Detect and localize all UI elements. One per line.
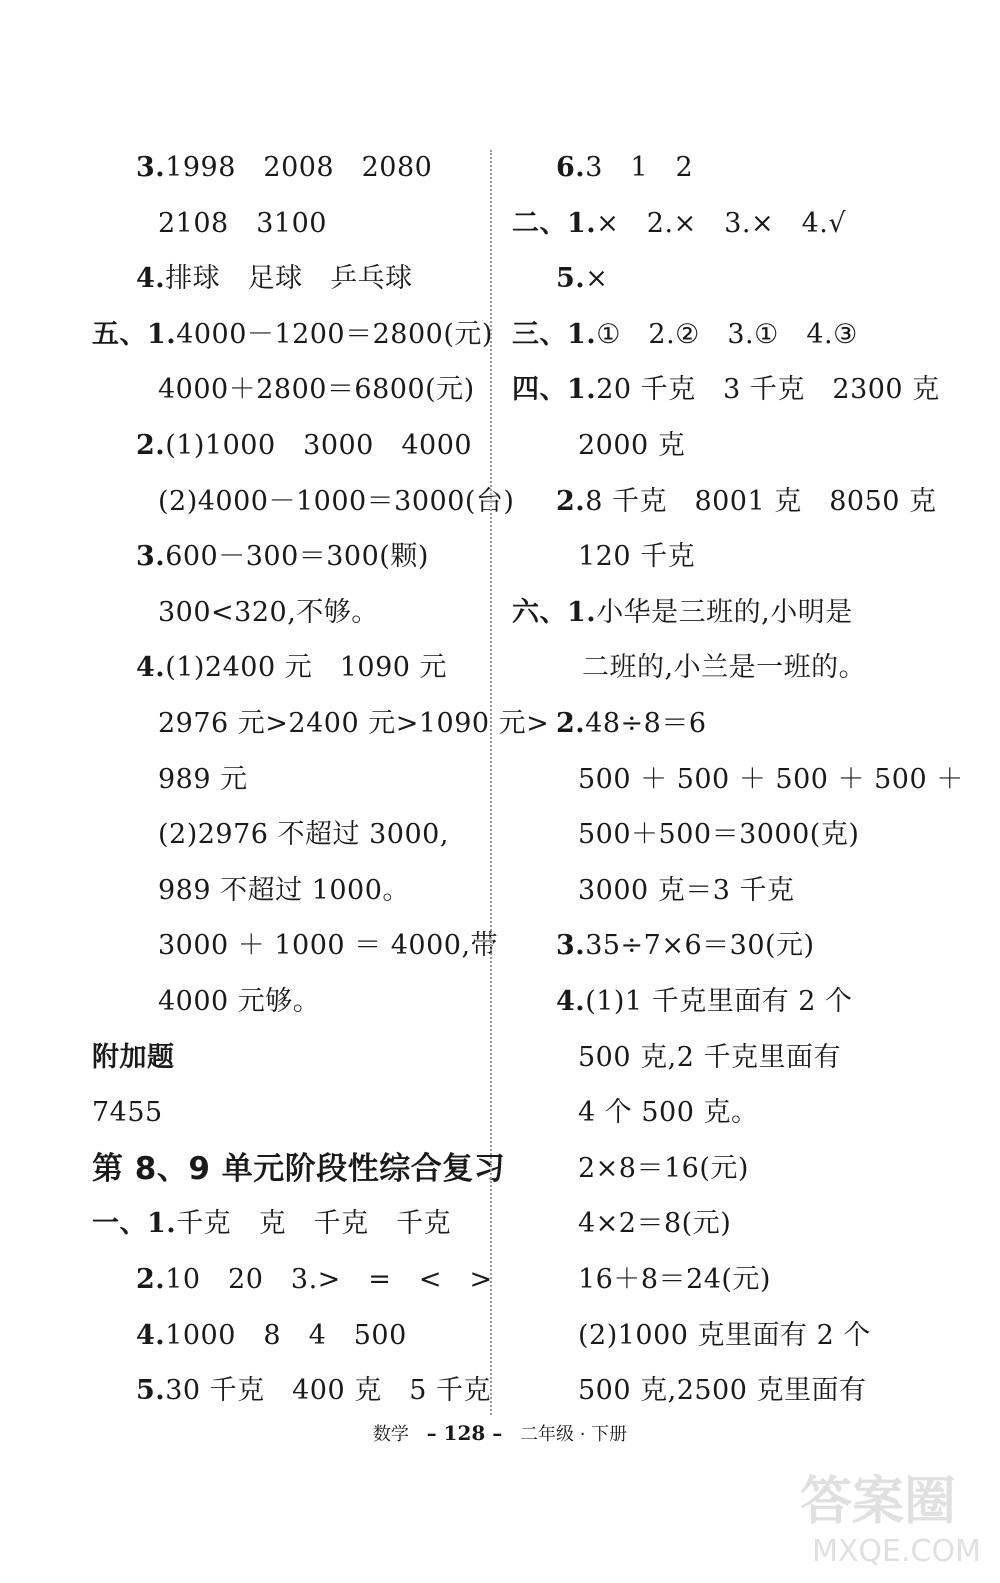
right-line-7 xyxy=(556,474,937,530)
question-number: 3. xyxy=(136,152,166,183)
question-number: 4. xyxy=(136,652,166,684)
answer-text: 10 20 3.> = < > xyxy=(165,1264,493,1295)
answer-text: 35÷7×6＝30(元) xyxy=(585,930,815,962)
question-number: 4. xyxy=(136,1319,166,1351)
question-number: 4. xyxy=(136,263,166,295)
right-line-13: 500＋500＝3000(克) xyxy=(578,819,860,851)
question-number: 六、1. xyxy=(512,596,597,628)
right-line-15 xyxy=(556,918,815,974)
right-line-6: 2000 克 xyxy=(578,430,686,461)
left-line-22 xyxy=(136,1308,407,1364)
question-number: 五、1. xyxy=(92,318,177,350)
question-number: 3. xyxy=(136,541,166,573)
answer-text: (1)2400 元 1090 元 xyxy=(165,652,448,684)
answer-text: 600－300＝300(颗) xyxy=(165,541,429,573)
answer-text: 20 千克 3 千克 2300 克 xyxy=(596,374,940,406)
question-number: 5. xyxy=(556,263,586,295)
right-line-2 xyxy=(512,196,846,252)
right-line-14: 3000 克＝3 千克 xyxy=(578,874,795,906)
right-line-10: 二班的,小兰是一班的。 xyxy=(582,652,867,684)
page-number: – 128 – xyxy=(426,1421,503,1445)
left-line-14: 989 不超过 1000。 xyxy=(158,874,410,906)
left-line-16: 4000 元够。 xyxy=(158,986,321,1017)
left-line-5: 4000＋2800＝6800(元) xyxy=(158,374,475,406)
right-line-5 xyxy=(512,362,940,418)
left-line-3 xyxy=(136,251,413,307)
answer-text: (1)1000 3000 4000 xyxy=(165,430,473,461)
right-line-9 xyxy=(512,585,853,641)
right-line-22: (2)1000 克里面有 2 个 xyxy=(578,1319,871,1351)
answer-text: 8 千克 8001 克 8050 克 xyxy=(585,485,937,517)
question-number: 二、1. xyxy=(512,207,597,239)
left-line-10 xyxy=(136,640,447,696)
page-footer xyxy=(0,1418,1000,1448)
right-line-16 xyxy=(556,974,853,1030)
answer-text: 48÷8＝6 xyxy=(585,708,707,739)
left-line-2: 2108 3100 xyxy=(158,207,327,239)
answer-text: 4000－1200＝2800(元) xyxy=(176,318,493,350)
right-line-8: 120 千克 xyxy=(578,541,696,573)
footer-subject: 数学 xyxy=(372,1424,409,1445)
question-number: 2. xyxy=(556,708,586,739)
question-number: 三、1. xyxy=(512,318,597,350)
right-line-23: 500 克,2500 克里面有 xyxy=(578,1375,867,1407)
watermark-url: MXQE.COM xyxy=(812,1534,980,1569)
footer-grade: 二年级 · 下册 xyxy=(519,1424,628,1445)
left-line-18: 7455 xyxy=(92,1097,163,1129)
right-line-4 xyxy=(512,307,858,363)
left-line-4 xyxy=(92,307,493,363)
left-line-19: 第 8、9 单元阶段性综合复习 xyxy=(92,1150,506,1187)
right-line-3 xyxy=(556,251,608,307)
question-number: 3. xyxy=(556,930,586,962)
left-line-13: (2)2976 不超过 3000, xyxy=(158,819,449,851)
answer-text: 排球 足球 乒乓球 xyxy=(165,263,413,295)
left-line-6 xyxy=(136,418,472,474)
watermark-logo xyxy=(790,1461,980,1575)
answer-text: 1000 8 4 500 xyxy=(165,1319,407,1351)
left-line-15: 3000 ＋ 1000 ＝ 4000,带 xyxy=(158,930,499,962)
right-line-18: 4 个 500 克。 xyxy=(578,1097,759,1129)
question-number: 2. xyxy=(556,485,586,517)
question-number: 一、1. xyxy=(92,1208,177,1240)
left-line-21 xyxy=(136,1252,493,1308)
column-divider xyxy=(490,150,492,1415)
answer-text: 30 千克 400 克 5 千克 xyxy=(165,1375,492,1407)
right-line-21: 16＋8＝24(元) xyxy=(578,1264,771,1295)
answer-text: 3 1 2 xyxy=(585,152,694,183)
answer-text: × 2.× 3.× 4.√ xyxy=(596,207,847,239)
question-number: 6. xyxy=(556,152,586,183)
answer-text: 千克 克 千克 千克 xyxy=(176,1208,452,1240)
watermark-text: 答案圈 xyxy=(800,1472,957,1532)
answer-text: ① 2.② 3.① 4.③ xyxy=(596,318,858,350)
right-line-20: 4×2＝8(元) xyxy=(578,1208,732,1240)
right-line-17: 500 克,2 千克里面有 xyxy=(578,1041,841,1073)
answer-text: (1)1 千克里面有 2 个 xyxy=(585,986,853,1017)
right-line-12: 500 ＋ 500 ＋ 500 ＋ 500 ＋ xyxy=(578,763,964,795)
right-line-11 xyxy=(556,696,707,752)
answer-text: 小华是三班的,小明是 xyxy=(596,596,853,628)
left-line-9: 300<320,不够。 xyxy=(158,596,379,628)
left-line-17: 附加题 xyxy=(92,1041,175,1073)
left-line-12: 989 元 xyxy=(158,763,248,795)
question-number: 4. xyxy=(556,986,586,1017)
left-line-11: 2976 元>2400 元>1090 元> xyxy=(158,708,550,739)
left-line-8 xyxy=(136,529,429,585)
left-line-1 xyxy=(136,140,432,196)
question-number: 5. xyxy=(136,1375,166,1407)
question-number: 2. xyxy=(136,1264,166,1295)
right-line-19: 2×8＝16(元) xyxy=(578,1152,749,1184)
left-line-23 xyxy=(136,1363,491,1419)
right-line-1 xyxy=(556,140,693,196)
left-line-20 xyxy=(92,1196,451,1252)
question-number: 四、1. xyxy=(512,374,597,406)
question-number: 2. xyxy=(136,430,166,461)
answer-text: 1998 2008 2080 xyxy=(165,152,433,183)
left-line-7: (2)4000－1000＝3000(台) xyxy=(158,485,515,517)
answer-text: × xyxy=(585,263,609,295)
